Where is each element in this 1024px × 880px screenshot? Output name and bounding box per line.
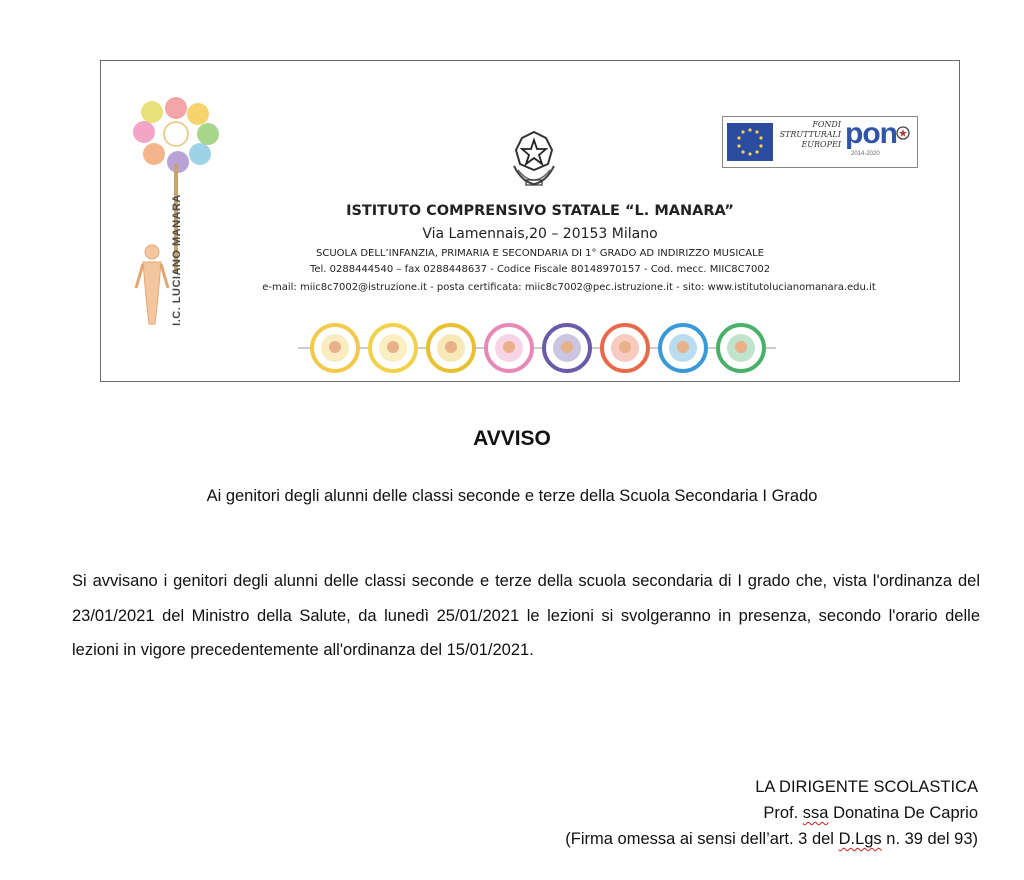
tree-flower-circles [133, 97, 219, 173]
pon-years: 2014-2020 [851, 151, 880, 157]
signature-prof-abbrev: ssa [802, 804, 829, 822]
signature-block [565, 774, 978, 852]
eu-flag-icon [727, 123, 773, 161]
school-badges-row [298, 323, 776, 379]
notice-title: AVVISO [473, 427, 551, 450]
signature-role: LA DIRIGENTE SCOLASTICA [755, 778, 978, 796]
notice-body: Si avvisano i genitori degli alunni delle classi seconde e terze della scuola secondaria di I grado che, vista l'ordinanza del 23/01/2021 del Ministro della Salute, da lunedì 25/01/2021 le lezioni si svolgeranno in presenza, secondo l'orario delle lezioni in vigore precedentemente all'ordinanza del 15/01/2021. [72, 572, 980, 659]
signature-note-after: n. 39 del 93) [886, 830, 978, 848]
school-badge-icon [658, 323, 708, 373]
vertical-logo-text: I.C. LUCIANO MANARA [171, 194, 183, 326]
school-badge-icon [368, 323, 418, 373]
school-badge-icon [716, 323, 766, 373]
republic-emblem-icon [508, 130, 560, 188]
signature-note [565, 826, 978, 852]
school-codes: Tel. 0288444540 – fax 0288448637 - Codice Fiscale 80148970157 - Cod. mecc. MIIC8C7002 [309, 264, 771, 275]
signature-note-before: (Firma omessa ai sensi dell’art. 3 del [565, 830, 834, 848]
school-type: SCUOLA DELL’INFANZIA, PRIMARIA E SECONDARIA DI 1° GRADO AD INDIRIZZO MUSICALE [315, 248, 764, 259]
school-badge-icon [542, 323, 592, 373]
child-figure [136, 245, 168, 324]
fondi-strutturali-text: FONDI STRUTTURALI EUROPEI [779, 120, 841, 149]
pon-banner [722, 116, 918, 168]
school-badge-icon [426, 323, 476, 373]
school-badge-icon [484, 323, 534, 373]
school-badge-icon [310, 323, 360, 373]
school-badge-icon [600, 323, 650, 373]
notice-recipients: Ai genitori degli alunni delle classi seconde e terze della Scuola Secondaria I Grado [206, 487, 818, 505]
signature-name-line [565, 800, 978, 826]
signature-prof-prefix: Prof. [763, 804, 799, 822]
pon-logo: pon [845, 117, 897, 150]
school-contacts: e-mail: miic8c7002@istruzione.it - posta certificata: miic8c7002@pec.istruzione.it - sito: www.istitutolucianomanara.edu.it [262, 282, 876, 293]
ministry-crest-icon [895, 125, 911, 143]
school-address: Via Lamennais,20 – 20153 Milano [422, 226, 658, 242]
school-name: ISTITUTO COMPRENSIVO STATALE “L. MANARA” [346, 203, 734, 219]
signature-note-ref: D.Lgs [838, 830, 882, 848]
signature-name: Donatina De Caprio [833, 804, 978, 822]
